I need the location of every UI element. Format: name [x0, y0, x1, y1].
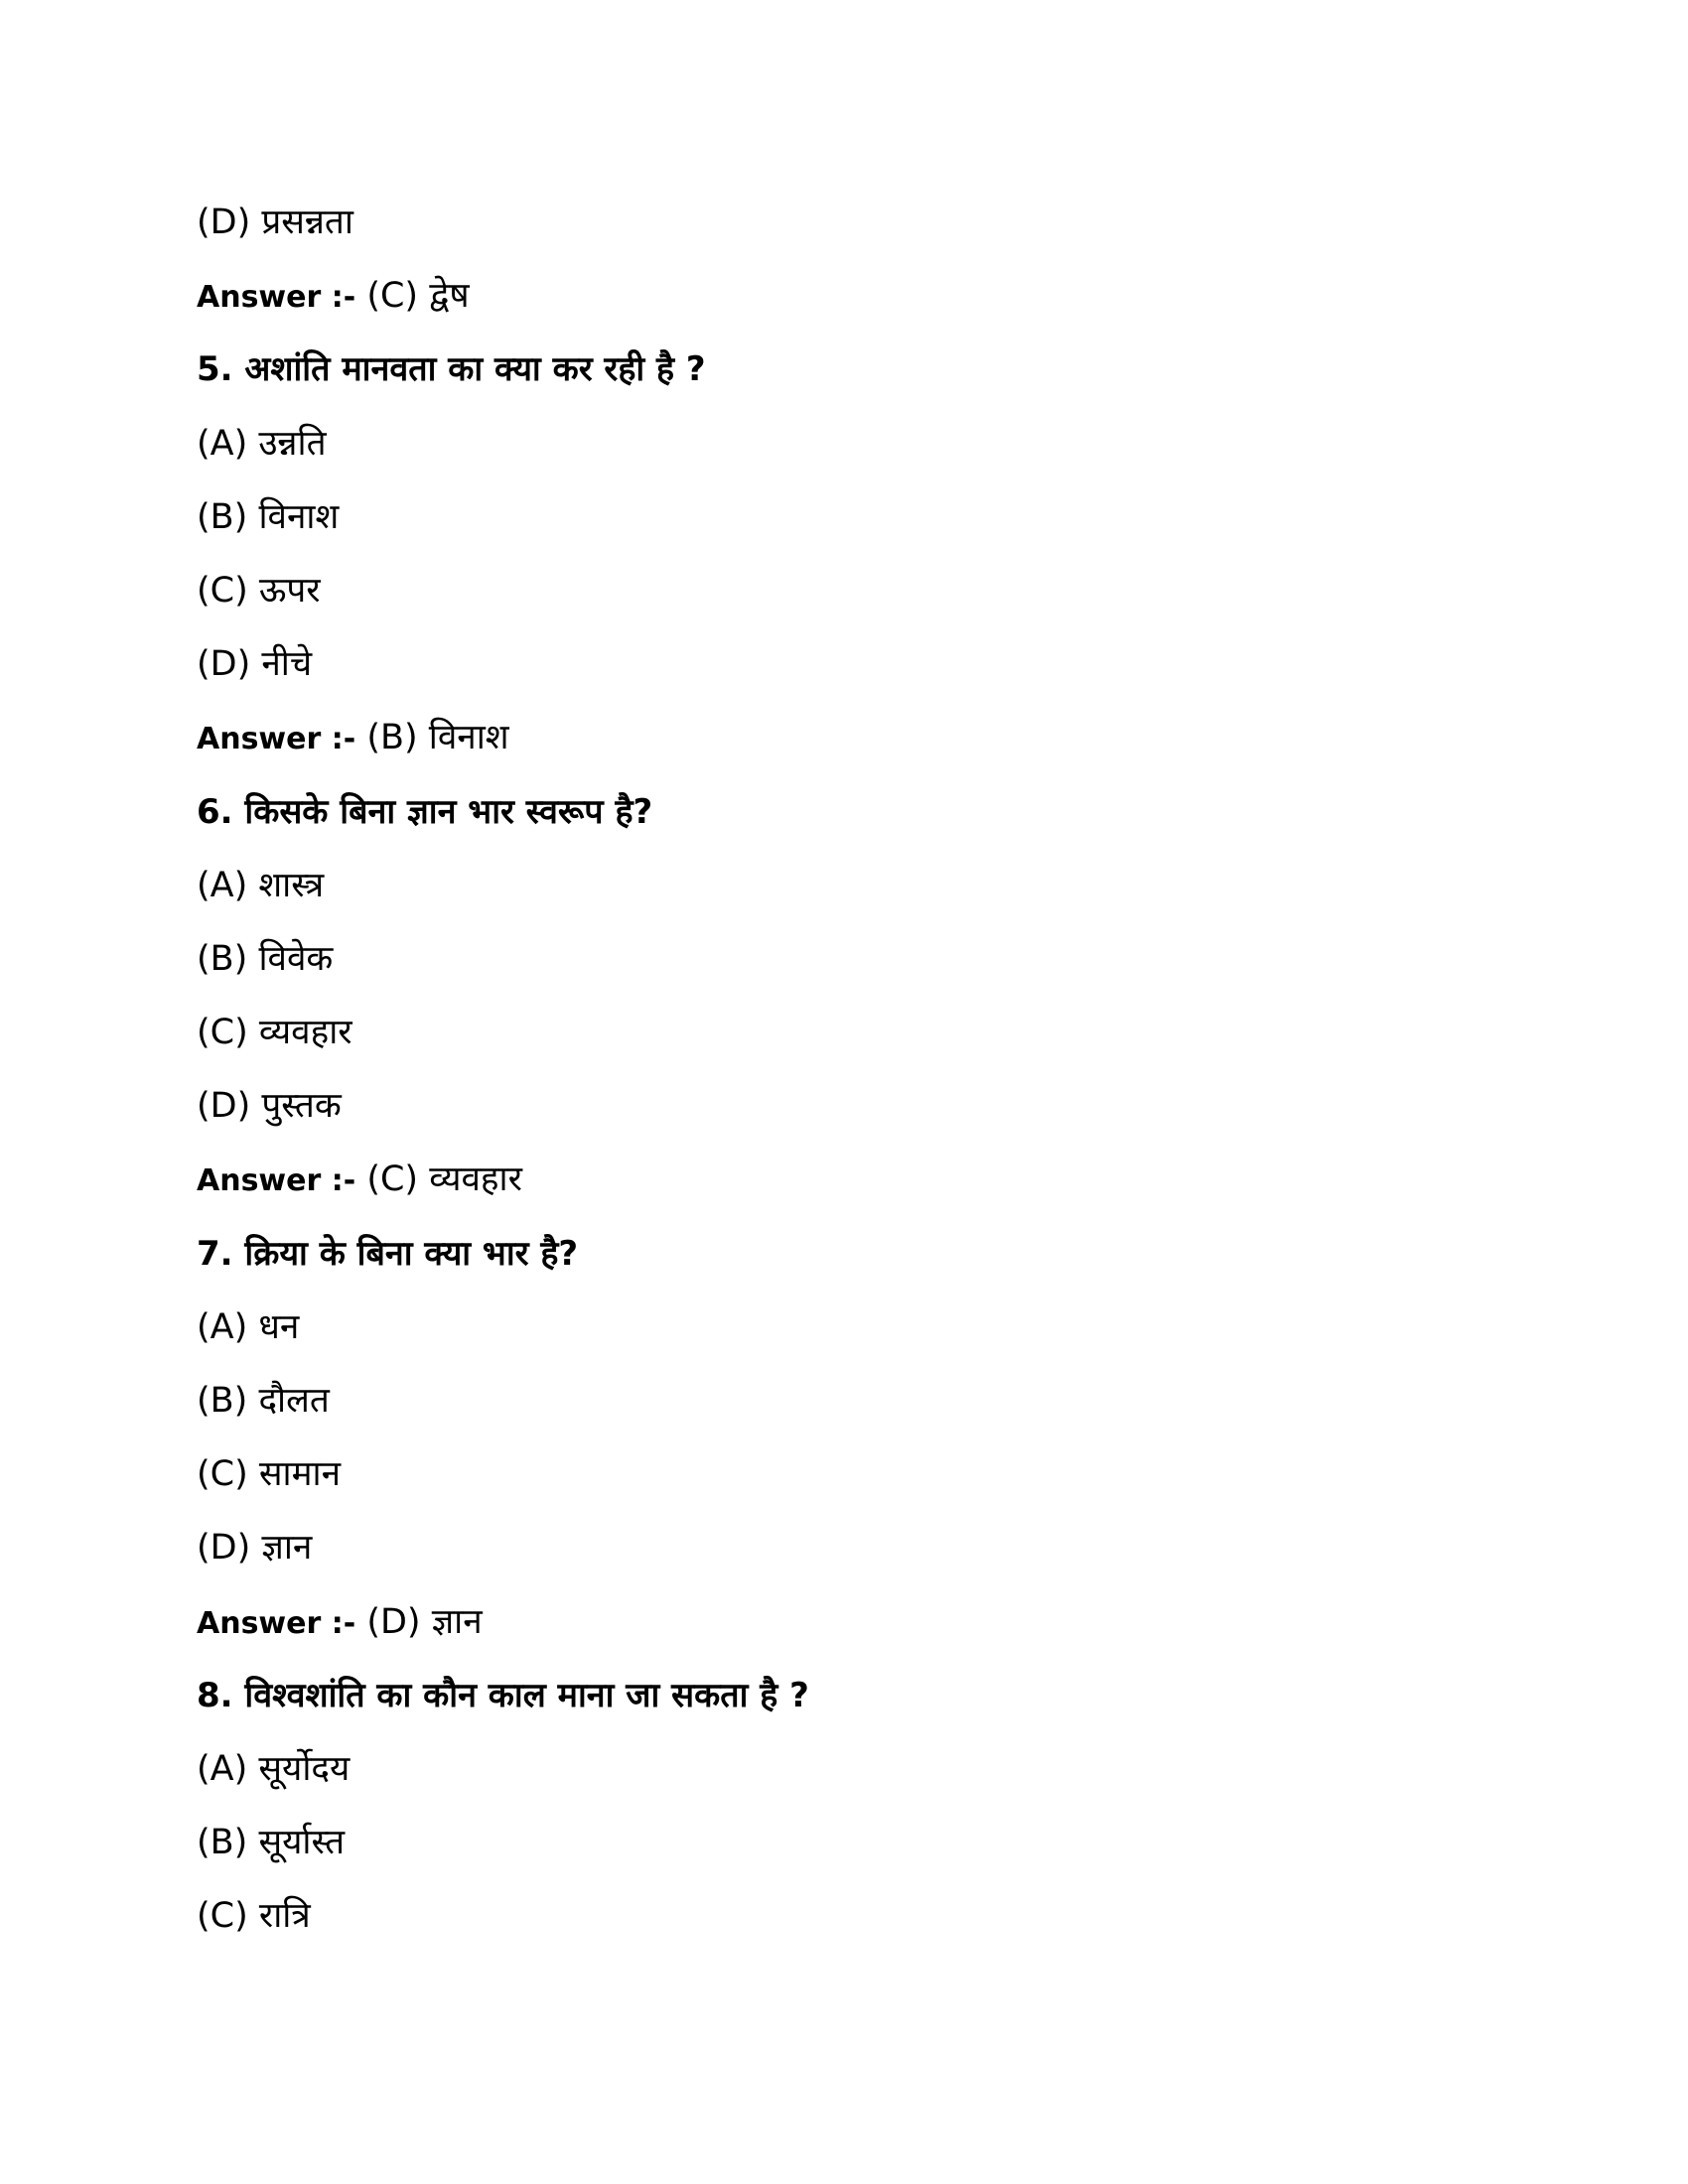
option-text: (D) नीचे: [197, 644, 313, 685]
answer-line: [197, 710, 1487, 783]
option-line: [197, 563, 1487, 636]
option-text: (C) ऊपर: [197, 570, 321, 611]
option-line: [197, 858, 1487, 931]
answer-line: [197, 1152, 1487, 1225]
option-line: [197, 636, 1487, 710]
question-text: 8. विश्वशांति का कौन काल माना जा सकता है ?: [197, 1675, 809, 1715]
option-line: [197, 195, 1487, 268]
option-line: [197, 489, 1487, 563]
question-7: [197, 1226, 1487, 1299]
quiz-content: [197, 195, 1487, 1963]
question-text: 6. किसके बिना ज्ञान भार स्वरूप है?: [197, 791, 653, 832]
option-text: (B) विवेक: [197, 938, 334, 979]
answer-label: Answer :-: [197, 722, 356, 757]
option-text: (A) उन्नति: [197, 423, 327, 464]
question-text: 5. अशांति मानवता का क्या कर रही है ?: [197, 349, 706, 390]
question-8: [197, 1668, 1487, 1741]
answer-value: (C) द्वेष: [366, 276, 470, 317]
answer-value: (C) व्यवहार: [366, 1160, 522, 1200]
option-line: [197, 1005, 1487, 1078]
option-text: (C) व्यवहार: [197, 1013, 352, 1053]
option-text: (B) दौलत: [197, 1381, 330, 1421]
answer-line: [197, 268, 1487, 341]
option-line: [197, 416, 1487, 489]
option-text: (A) धन: [197, 1306, 300, 1347]
answer-label: Answer :-: [197, 280, 356, 316]
option-line: [197, 1078, 1487, 1152]
option-text: (A) शास्त्र: [197, 865, 325, 905]
answer-label: Answer :-: [197, 1605, 356, 1641]
answer-value: (D) ज्ञान: [366, 1601, 483, 1642]
option-line: [197, 1520, 1487, 1593]
option-text: (B) विनाश: [197, 496, 340, 537]
option-text: (C) रात्रि: [197, 1896, 311, 1937]
answer-label: Answer :-: [197, 1163, 356, 1199]
answer-line: [197, 1594, 1487, 1668]
option-text: (C) सामान: [197, 1454, 342, 1495]
option-line: [197, 1446, 1487, 1520]
option-text: (D) ज्ञान: [197, 1528, 313, 1569]
option-text: (D) प्रसन्नता: [197, 203, 353, 242]
option-line: [197, 931, 1487, 1005]
option-text: (A) सूर्योदय: [197, 1748, 351, 1789]
option-line: [197, 1815, 1487, 1888]
option-line: [197, 1373, 1487, 1446]
option-line: [197, 1741, 1487, 1815]
question-5: [197, 341, 1487, 415]
question-text: 7. क्रिया के बिना क्या भार है?: [197, 1233, 579, 1274]
answer-value: (B) विनाश: [366, 718, 509, 758]
option-text: (D) पुस्तक: [197, 1086, 342, 1127]
option-line: [197, 1299, 1487, 1373]
option-text: (B) सूर्यास्त: [197, 1823, 346, 1863]
option-line: [197, 1888, 1487, 1962]
question-6: [197, 784, 1487, 858]
